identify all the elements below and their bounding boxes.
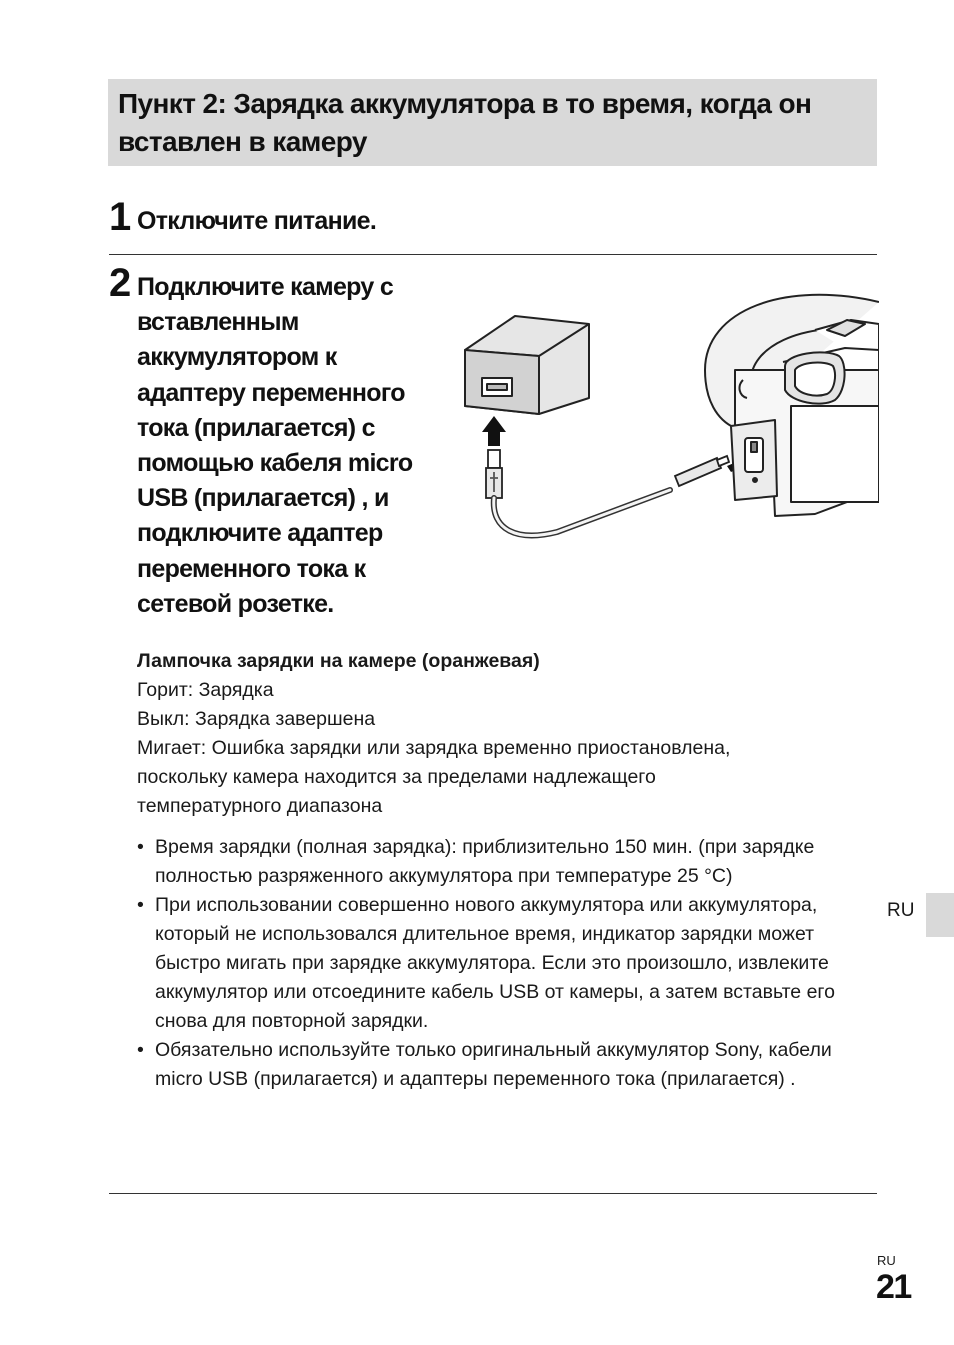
- lamp-status-off: Выкл: Зарядка завершена: [137, 708, 376, 730]
- lamp-status-on: Горит: Зарядка: [137, 679, 274, 701]
- step-1-number: 1: [109, 195, 132, 239]
- step-2-text: Подключите камеру с вставленным аккумулятором к адаптеру переменного тока (прилагается) с помощью кабеля micro USB (прилагается) , и подключите адаптер переменного тока к сетевой розетке.: [137, 273, 413, 618]
- bullet-icon: •: [137, 1039, 144, 1061]
- note-text: Обязательно используйте только оригинальный аккумулятор Sony, кабели micro USB (прилагается) и адаптеры переменного тока (прилагается) .: [155, 1039, 832, 1090]
- list-item: [137, 891, 882, 1036]
- step-1-text: Отключите питание.: [137, 207, 377, 235]
- charging-illustration: [455, 290, 879, 550]
- micro-usb-plug-illustration: [675, 456, 729, 486]
- language-side-label: RU: [887, 900, 915, 921]
- note-text: При использовании совершенно нового аккумулятора или аккумулятора, который не использовался длительное время, индикатор зарядки может быстро мигать при зарядке аккумулятора. Если это произошло, извлеките аккумулятор или отсоедините кабель USB от камеры, а затем вставьте его снова для повторной зарядки.: [155, 894, 835, 1032]
- section-title: Пункт 2: Зарядка аккумулятора в то время, когда он вставлен в камеру: [118, 88, 812, 157]
- lamp-status-blinking-cont: температурного диапазона: [137, 795, 383, 817]
- notes-list: [137, 833, 882, 1094]
- footer-language: RU: [877, 1253, 896, 1268]
- camera-illustration: [705, 295, 879, 516]
- ac-adapter-illustration: [465, 316, 589, 414]
- lamp-status-blinking-cont: поскольку камера находится за пределами надлежащего: [137, 766, 656, 788]
- charge-lamp-info: [137, 647, 877, 821]
- section-header: [108, 79, 877, 166]
- divider-bottom: [109, 1193, 877, 1194]
- bullet-icon: •: [137, 894, 144, 916]
- bullet-icon: •: [137, 836, 144, 858]
- list-item: [137, 1036, 882, 1094]
- usb-cable: [494, 490, 670, 535]
- note-text: Время зарядки (полная зарядка): приблизительно 150 мин. (при зарядке полностью разряженного аккумулятора при температуре 25 °C): [155, 836, 815, 887]
- up-arrow-icon: [482, 416, 506, 446]
- divider-top: [109, 254, 877, 255]
- usb-plug-illustration: [486, 450, 502, 498]
- step-2-number: 2: [109, 261, 132, 305]
- charge-lamp-title: Лампочка зарядки на камере (оранжевая): [137, 650, 540, 672]
- lamp-status-blinking: Мигает: Ошибка зарядки или зарядка временно приостановлена,: [137, 737, 731, 759]
- language-side-tab: [926, 893, 954, 937]
- page-number: 21: [876, 1268, 911, 1306]
- list-item: [137, 833, 882, 891]
